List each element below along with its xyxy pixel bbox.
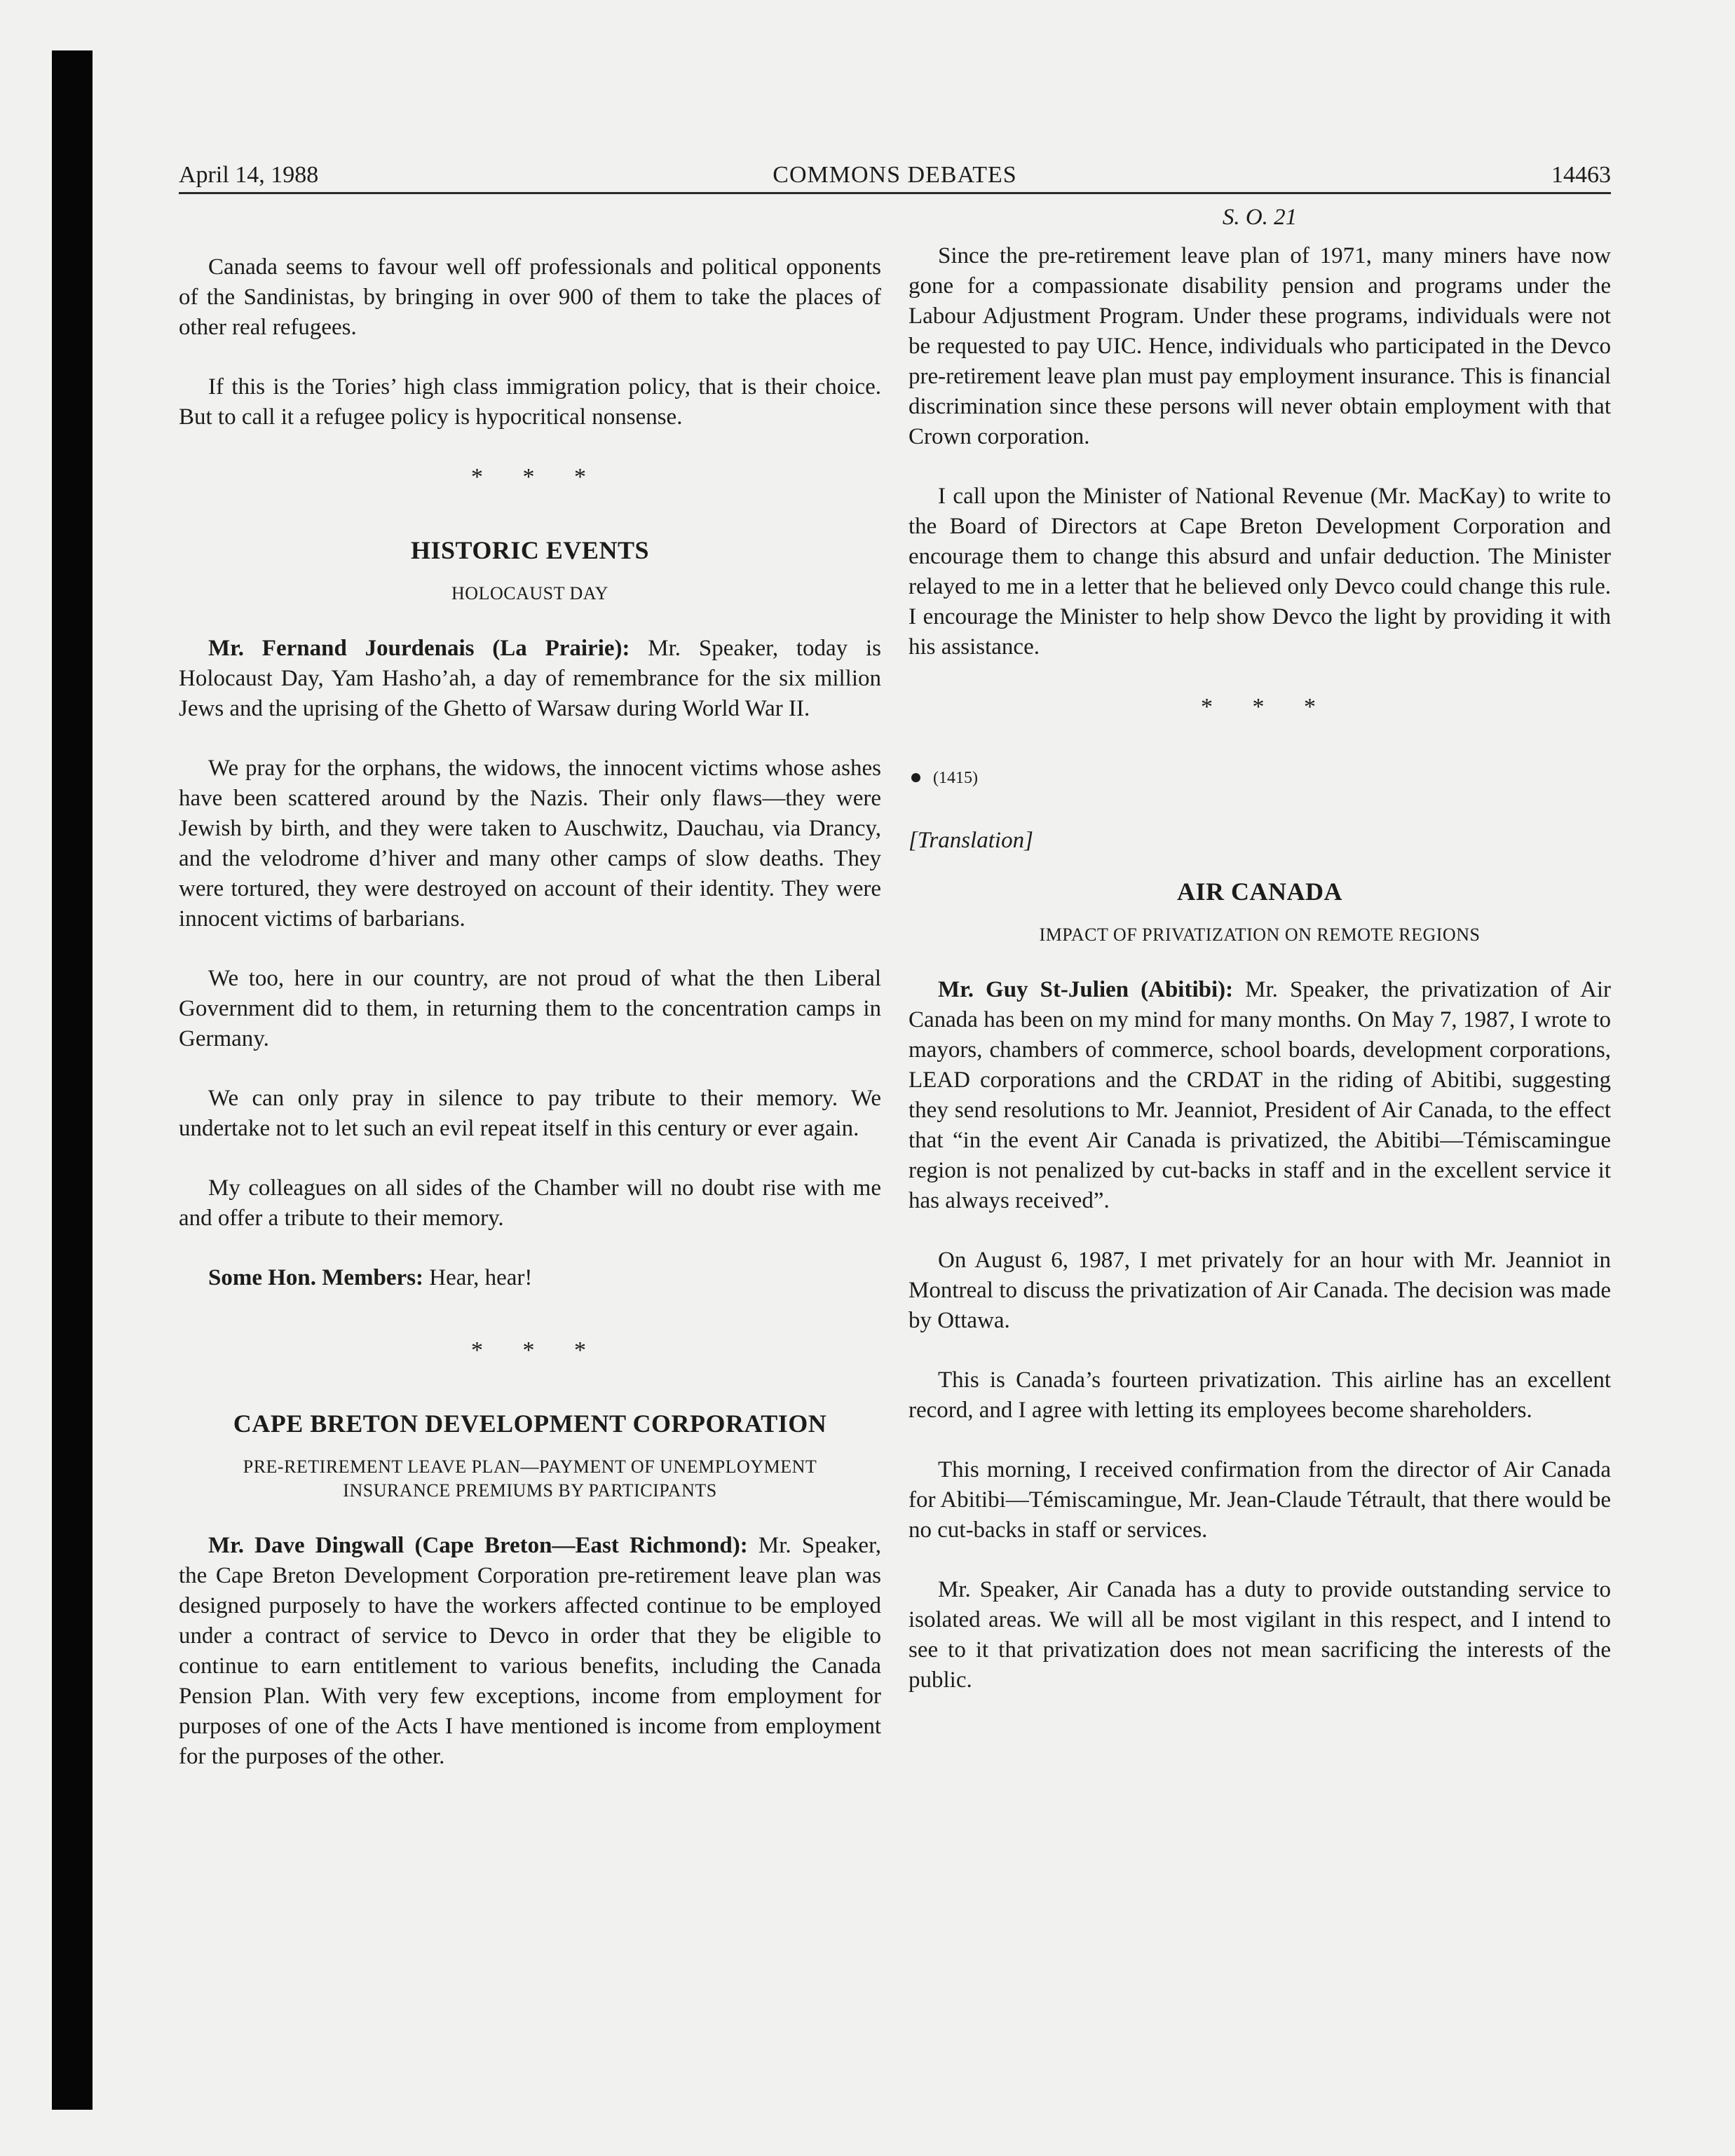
speech-paragraph	[179, 1531, 881, 1772]
speech-paragraph	[179, 634, 881, 724]
section-separator: * * *	[471, 1337, 603, 1363]
header-date: April 14, 1988	[179, 162, 319, 188]
page-header	[179, 160, 1611, 194]
right-column	[909, 203, 1611, 1725]
bullet-icon	[911, 773, 920, 782]
section-heading: HISTORIC EVENTS	[411, 536, 649, 564]
time-marker	[909, 764, 1611, 792]
section-heading: CAPE BRETON DEVELOPMENT CORPORATION	[233, 1410, 827, 1438]
paragraph: If this is the Tories’ high class immigration policy, that is their choice. But to call it a refugee policy is hypocritical nonsense.	[179, 374, 881, 430]
time-marker-text: (1415)	[933, 769, 978, 787]
speaker-name: Mr. Dave Dingwall (Cape Breton—East Richmond):	[208, 1533, 748, 1558]
speech-text: Hear, hear!	[423, 1265, 533, 1290]
left-column	[179, 203, 881, 1801]
speech-text: Mr. Speaker, the Cape Breton Development Corporation pre-retirement leave plan was designed purposely to have the workers affected continue to be employed under a contract of service to Devco in order that they be eligible to continue to earn entitlement to various benefits, including the Canada Pension Plan. With very few exceptions, income from employment for purposes of one of the Acts I have mentioned is income from employment for the purposes of the other.	[179, 1533, 881, 1769]
section-subheading: HOLOCAUST DAY	[451, 583, 608, 603]
section-subheading: PRE-RETIREMENT LEAVE PLAN—PAYMENT OF UNEMPLOYMENT INSURANCE PREMIUMS BY PARTICIPANTS	[243, 1456, 817, 1501]
standing-order-label: S. O. 21	[1222, 205, 1298, 230]
section-subheading: IMPACT OF PRIVATIZATION ON REMOTE REGIONS	[1039, 925, 1481, 945]
paragraph: Canada seems to favour well off professionals and political opponents of the Sandinistas, by bringing in over 900 of them to take the places of other real refugees.	[179, 254, 881, 340]
paragraph: Since the pre-retirement leave plan of 1971, many miners have now gone for a compassionate disability pension and programs under the Labour Adjustment Program. Under these programs, individuals were not be requested to pay UIC. Hence, individuals who participated in the Devco pre-retirement leave plan must pay employment insurance. This is financial discrimination since these persons will never obtain employment with that Crown corporation.	[909, 243, 1611, 449]
speaker-name: Mr. Fernand Jourdenais (La Prairie):	[208, 636, 630, 661]
section-separator: * * *	[1201, 694, 1333, 720]
speaker-name: Mr. Guy St-Julien (Abitibi):	[938, 977, 1234, 1002]
header-title: COMMONS DEBATES	[773, 162, 1017, 188]
translation-label: [Translation]	[909, 828, 1033, 853]
speech-text: Mr. Speaker, today is Holocaust Day, Yam Hasho’ah, a day of remembrance for the six million Jews and the uprising of the Ghetto of Warsaw during World War II.	[179, 636, 881, 721]
paragraph: We pray for the orphans, the widows, the innocent victims whose ashes have been scattered around by the Nazis. Their only flaws—they were Jewish by birth, and they were taken to Auschwitz, Dauchau, via Drancy, and the velodrome d’hiver and many other camps of slow deaths. They were tortured, they were destroyed on account of their identity. They were innocent victims of barbarians.	[179, 756, 881, 932]
paragraph: We too, here in our country, are not proud of what the then Liberal Government did to them, in returning them to the concentration camps in Germany.	[179, 966, 881, 1051]
speech-paragraph	[909, 975, 1611, 1216]
paragraph: We can only pray in silence to pay tribute to their memory. We undertake not to let such an evil repeat itself in this century or ever again.	[179, 1086, 881, 1141]
section-separator: * * *	[471, 464, 603, 490]
speaker-name: Some Hon. Members:	[208, 1265, 424, 1290]
scan-edge-bar	[52, 50, 93, 2110]
speech-paragraph	[179, 1263, 881, 1293]
speech-text: Mr. Speaker, the privatization of Air Canada has been on my mind for many months. On May 7, 1987, I wrote to mayors, chambers of commerce, school boards, development corporations, LEAD corporations and the CRDAT in the riding of Abitibi, suggesting they send resolutions to Mr. Jeanniot, President of Air Canada, to the effect that “in the event Air Canada is privatized, the Abitibi—Témiscamingue region is not penalized by cut-backs in staff and in the excellent service it has always received”.	[909, 977, 1612, 1213]
header-page-number: 14463	[1551, 162, 1611, 188]
paragraph: My colleagues on all sides of the Chamber will no doubt rise with me and offer a tribute to their memory.	[179, 1175, 881, 1231]
section-heading: AIR CANADA	[1177, 878, 1342, 906]
paragraph: This morning, I received confirmation from the director of Air Canada for Abitibi—Témiscamingue, Mr. Jean-Claude Tétrault, that there would be no cut-backs in staff or services.	[909, 1457, 1611, 1543]
paragraph: I call upon the Minister of National Revenue (Mr. MacKay) to write to the Board of Directors at Cape Breton Development Corporation and encourage them to change this absurd and unfair deduction. The Minister relayed to me in a letter that he believed only Devco could change this rule. I encourage the Minister to help show Devco the light by providing it with his assistance.	[909, 484, 1611, 660]
paragraph: Mr. Speaker, Air Canada has a duty to provide outstanding service to isolated areas. We will all be most vigilant in this respect, and I intend to see to it that privatization does not mean sacrificing the interests of the public.	[909, 1577, 1611, 1693]
paragraph: On August 6, 1987, I met privately for an hour with Mr. Jeanniot in Montreal to discuss the privatization of Air Canada. The decision was made by Ottawa.	[909, 1248, 1611, 1333]
paragraph: This is Canada’s fourteen privatization. This airline has an excellent record, and I agree with letting its employees become shareholders.	[909, 1367, 1611, 1423]
